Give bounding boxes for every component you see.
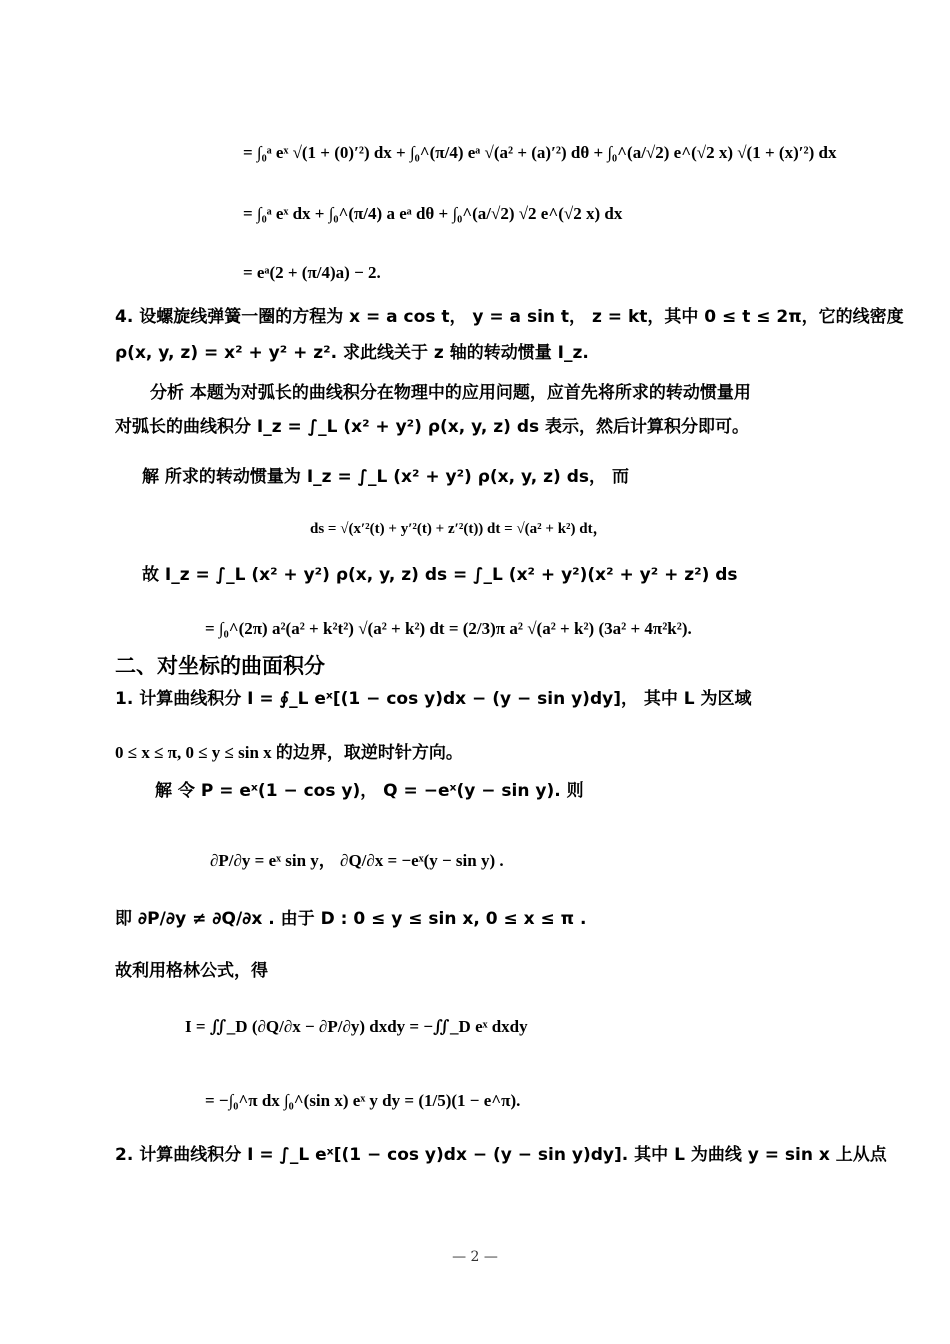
moment-of-inertia-result: = ∫₀^(2π) a²(a² + k²t²) √(a² + k²) dt = (2/3)π a² √(a² + k²) (3a² + 4π²k²). xyxy=(205,619,692,638)
moment-of-inertia-formula: 故 I_z = ∫_L (x² + y²) ρ(x, y, z) ds = ∫_L (x² + y²)(x² + y² + z²) ds xyxy=(142,565,738,585)
problem-4-line-1: 4. 设螺旋线弹簧一圈的方程为 x = a cos t， y = a sin t， z = kt，其中 0 ≤ t ≤ 2π，它的线密度 xyxy=(115,307,904,327)
problem-1-let: 解 令 P = eˣ(1 − cos y)， Q = −eˣ(y − sin y). 则 xyxy=(155,781,584,801)
analysis-line-1: 分析 本题为对弧长的曲线积分在物理中的应用问题，应首先将所求的转动惯量用 xyxy=(150,383,751,403)
solution-line-1: 解 所求的转动惯量为 I_z = ∫_L (x² + y²) ρ(x, y, z) ds， 而 xyxy=(142,467,629,487)
problem-1-line-1: 1. 计算曲线积分 I = ∮_L eˣ[(1 − cos y)dx − (y − sin y)dy]， 其中 L 为区域 xyxy=(115,689,752,709)
problem-1-line-2: 0 ≤ x ≤ π, 0 ≤ y ≤ sin x 的边界，取逆时针方向。 xyxy=(115,743,463,762)
green-equation-1: I = ∬_D (∂Q/∂x − ∂P/∂y) dxdy = −∬_D eˣ dxdy xyxy=(185,1017,528,1036)
partial-derivatives: ∂P/∂y = eˣ sin y， ∂Q/∂x = −eˣ(y − sin y) . xyxy=(210,851,504,870)
analysis-line-2: 对弧长的曲线积分 I_z = ∫_L (x² + y²) ρ(x, y, z) ds 表示，然后计算积分即可。 xyxy=(115,417,750,437)
equation-line-3: = eᵃ(2 + (π/4)a) − 2. xyxy=(243,263,381,282)
inequality-line: 即 ∂P/∂y ≠ ∂Q/∂x . 由于 D : 0 ≤ y ≤ sin x, 0 ≤ x ≤ π . xyxy=(115,909,587,929)
green-formula-text: 故利用格林公式，得 xyxy=(115,961,268,981)
section-2-heading: 二、对坐标的曲面积分 xyxy=(115,654,325,678)
problem-2-line-1: 2. 计算曲线积分 I = ∫_L eˣ[(1 − cos y)dx − (y − sin y)dy]. 其中 L 为曲线 y = sin x 上从点 xyxy=(115,1145,887,1165)
equation-line-2: = ∫₀ᵃ eˣ dx + ∫₀^(π/4) a eᵃ dθ + ∫₀^(a/√2) √2 e^(√2 x) dx xyxy=(243,204,623,223)
equation-line-1: = ∫₀ᵃ eˣ √(1 + (0)′²) dx + ∫₀^(π/4) eᵃ √(a² + (a)′²) dθ + ∫₀^(a/√2) e^(√2 x) √(1 + (x)′²) dx xyxy=(243,143,837,162)
page-number: — 2 — xyxy=(452,1249,498,1265)
problem-4-line-2: ρ(x, y, z) = x² + y² + z². 求此线关于 z 轴的转动惯量 I_z. xyxy=(115,343,589,363)
ds-formula: ds = √(x′²(t) + y′²(t) + z′²(t)) dt = √(a² + k²) dt， xyxy=(310,521,608,537)
green-equation-2: = −∫₀^π dx ∫₀^(sin x) eˣ y dy = (1/5)(1 − e^π). xyxy=(205,1091,521,1110)
